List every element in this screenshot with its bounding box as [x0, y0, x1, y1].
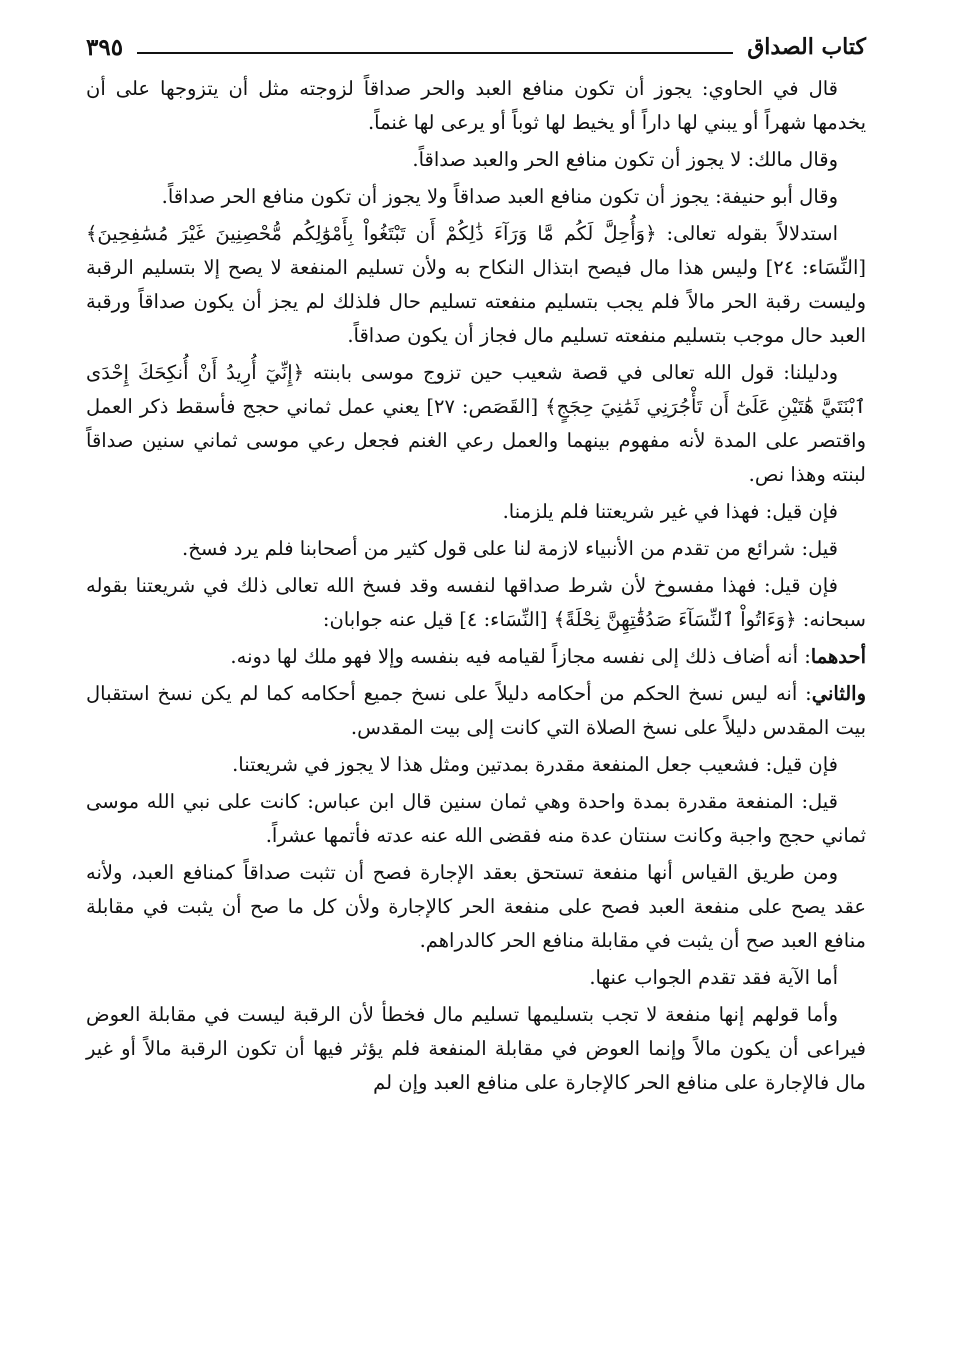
- paragraph-malik: وقال مالك: لا يجوز أن تكون منافع الحر والعبد صداقاً.: [412, 148, 838, 171]
- paragraph-answer-2: [86, 677, 866, 745]
- paragraph-text: استدلالاً بقوله تعالى:: [656, 222, 839, 245]
- paragraph-verse-answer: أما الآية فقد تقدم الجواب عنها.: [589, 966, 838, 989]
- paragraph-objection-3: فإن قيل: فشعيب جعل المنفعة مقدرة بمدتين ومثل هذا لا يجوز في شريعتنا.: [232, 753, 838, 776]
- paragraph-text: ودليلنا: قول الله تعالى في قصة شعيب حين تزوج موسى بابنته: [304, 361, 838, 384]
- answer-label: أحدهما: [810, 645, 866, 668]
- paragraph-reply-3: قيل: المنفعة مقدرة بمدة واحدة وهي ثمان سنين قال ابن عباس: كانت على نبي الله موسى ثماني حجج واجبة وكانت سنتان عدة منه فقضى الله عنه عدته فأتمها عشراً.: [86, 790, 866, 847]
- page-header: [86, 30, 866, 64]
- page-number: ٣٩٥: [86, 33, 124, 61]
- book-title: كتاب الصداق: [747, 34, 866, 60]
- paragraph-text: [القَصَص: ٢٧] يعني عمل ثماني حجج فأسقط ذكر العمل واقتصر على المدة لأنه مفهوم بينهما والعمل رعي الغنم فجعل رعي موسى ثماني سنين صداقاً لبنته وهذا نص.: [86, 395, 866, 486]
- paragraph-objection-1: فإن قيل: فهذا في غير شريعتنا فلم يلزمنا.: [502, 500, 838, 523]
- paragraph-hawi: قال في الحاوي: يجوز أن تكون منافع العبد والحر صداقاً لزوجته مثل أن يتزوجها على أن يخدمها شهراً أو يبني لها داراً أو يخيط لها ثوباً أو يرعى لها غنماً.: [86, 77, 866, 134]
- paragraph-answer-1: [86, 640, 866, 674]
- paragraph-reply-1: قيل: شرائع من تقدم من الأنبياء لازمة لنا على قول كثير من أصحابنا فلم يرد فسخ.: [182, 537, 838, 560]
- paragraph-qiyas: ومن طريق القياس أنها منفعة تستحق بعقد الإجارة فصح أن تثبت صداقاً كمنافع العبد، ولأنه عقد يصح على منفعة العبد فصح على منفعة الحر كالإجارة ولأن كل ما صح أن يثبت في مقابلة منافع العبد صح أن يثبت في مقابلة منافع الحر كالدراهم.: [86, 861, 866, 952]
- quran-verse: ﴿وَأُحِلَّ لَكُم مَّا وَرَآءَ ذَٰلِكُمْ أَن تَبْتَغُواْ بِأَمْوَٰلِكُم مُّحْصِنِينَ غَيْرَ مُسَٰفِحِينَ﴾: [86, 222, 657, 245]
- paragraph-abu-hanifa: وقال أبو حنيفة: يجوز أن تكون منافع العبد صداقاً ولا يجوز أن تكون منافع الحر صداقاً.: [161, 185, 838, 208]
- paragraph-evidence: [86, 356, 866, 492]
- paragraph-text: فإن قيل: فهذا مفسوخ لأن شرط صداقها لنفسه وقد فسخ الله تعالى ذلك في شريعتنا بقوله سبحانه:: [86, 574, 866, 631]
- paragraph-text: : أنه أضاف ذلك إلى نفسه مجازاً لقيامه فيه بنفسه وإلا فهو ملك لها دونه.: [230, 645, 811, 668]
- answer-label: والثاني: [811, 682, 866, 705]
- paragraph-objection-2: [86, 569, 866, 637]
- paragraph-text: : أنه ليس نسخ الحكم من أحكامه دليلاً على نسخ جميع أحكامه كما لم يكن نسخ استقبال بيت المقدس دليلاً على نسخ الصلاة التي كانت إلى بيت المقدس.: [86, 682, 866, 739]
- quran-verse: ﴿إِنِّيٓ أُرِيدُ أَنْ أُنكِحَكَ إِحْدَى ٱبْنَتَيَّ هَٰتَيْنِ عَلَىٰٓ أَن تَأْجُرَنِي ثَمَٰنِيَ حِجَجٍ﴾: [86, 361, 866, 418]
- quran-verse: ﴿وَءَاتُواْ ٱلنِّسَآءَ صَدُقَٰتِهِنَّ نِحْلَةً﴾: [553, 608, 797, 631]
- paragraph-final: وأما قولهم إنها منفعة لا تجب بتسليمها تسليم مال فخطأ لأن الرقبة ليست في مقابلة العوض فيراعى أن يكون مالاً وإنما العوض في مقابلة المنفعة فلم يؤثر فيها أن تكون الرقبة مالاً أو غير مال فالإجارة على منافع الحر كالإجارة على منافع العبد وإن لم: [86, 1003, 866, 1094]
- paragraph-text: [النِّسَاء: ٢٤] وليس هذا مال فيصح ابتذال النكاح به ولأن تسليم المنفعة لا يصح إلا بتسليم الرقبة وليست رقبة الحر مالاً فلم يجب بتسليم منفعته تسليم حال فلذلك لم يجز أن يكون صداقاً ورقبة العبد حال موجب بتسليم منفعته تسليم مال فجاز أن يكون صداقاً.: [86, 256, 866, 347]
- paragraph-argument: [86, 217, 866, 353]
- header-rule: [137, 52, 733, 54]
- body-text: [86, 72, 866, 1100]
- paragraph-text: [النِّسَاء: ٤] قيل عنه جوابان:: [322, 608, 554, 631]
